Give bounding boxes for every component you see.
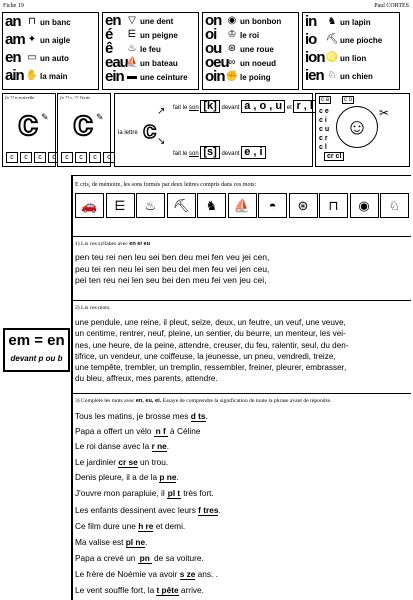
blank[interactable]: p ne	[159, 472, 177, 482]
exercise-2-words: une pendule, une reine, il pleut, seize, deux, un feutre, un veuf, une veuve, un centime, rentrer, neuf, pleine, un sentier, du beurre, un menteur, les vei- nes, une heure, de la peine, attendre, creuser, du feu, ralentir, seul, du den- tifrice, un vendeur, une coiffeuse, la jeunesse, un pneu, vendredi, treize, une tempête, trembler, un tremplin, ressembler, freiner, pleurer, embrasser, du bleu, affreux, mes parents, attendre.	[75, 318, 349, 384]
lion-icon: ♌	[325, 52, 339, 63]
c-rule-box	[114, 93, 313, 167]
car-icon: 🚗	[75, 193, 104, 218]
arrow-down-icon: ↘	[157, 136, 166, 147]
boat-icon: ⛵	[125, 57, 139, 68]
sound-k: [k]	[200, 100, 219, 113]
sentence: Le vent souffle fort, la t pête arrive.	[75, 585, 204, 595]
knot-icon: ∞	[228, 57, 236, 68]
sentence: Papa a offert un vélo n f à Céline	[75, 426, 201, 436]
blank[interactable]: cr se	[118, 457, 138, 467]
car-icon: ▭	[27, 52, 37, 63]
blank[interactable]: t pête	[156, 585, 179, 595]
sound-s: [s]	[200, 146, 219, 159]
candy-icon: ◉	[227, 15, 237, 26]
picture-row	[75, 193, 411, 218]
sentence: Papa a crevé un pn de sa voiture.	[75, 553, 204, 563]
rabbit-icon: ♞	[327, 16, 337, 27]
letter-grid: c c c c	[61, 152, 117, 163]
sound-box-2: en ▽ une dent é ⋿ un peigne ê ♨ le feu eau ⛵ un bateau ein ▬ une ceinture	[102, 12, 199, 90]
em-en-box	[3, 328, 70, 372]
blank[interactable]: pl ne	[125, 537, 146, 547]
comb-icon: ⋿	[127, 29, 137, 40]
dog-icon: ♘	[380, 193, 409, 218]
pickaxe-icon: ⛏	[325, 34, 339, 45]
c-letter-icon: c	[72, 102, 94, 143]
c-combo-card: c a c o c e c i c u c r c l ☺ ✂ cr cl	[315, 93, 410, 167]
arrow-up-icon: ↗	[157, 106, 166, 117]
exercise-1-syllables: pen teu rei nen leu sei ben deu mei fen veu jei cen, peu tei ren neu lei sen beu dei men feu vei jen ceu, pei ten reu nei len seu bei den meu fei ven jeu cei,	[75, 252, 270, 285]
consonants-rl: r , l	[293, 100, 316, 113]
fire-icon: ♨	[136, 193, 165, 218]
fist-icon: ✊	[225, 71, 239, 82]
vowels-ei: e , i	[241, 146, 265, 159]
blank[interactable]: r ne	[151, 441, 167, 451]
rule-s: fait le son [s] devant e , i	[173, 146, 266, 159]
comb-icon: ⋿	[106, 193, 135, 218]
tooth-icon: ▽	[128, 15, 136, 26]
em-en-note: devant p ou b	[10, 354, 63, 363]
rule-label: la lettre	[118, 130, 138, 136]
boat-icon: ⛵	[228, 193, 257, 218]
face-icon: ☺	[336, 106, 378, 148]
c-card-cursive	[57, 93, 111, 167]
letter-grid: c c c c	[6, 152, 62, 163]
blank[interactable]: pn	[139, 553, 150, 563]
intro-text: E cris, de mémoire, les sons formés par deux lettres compris dans ces mots:	[75, 182, 257, 188]
divider	[73, 393, 411, 394]
scissors-icon: ✂	[379, 106, 390, 120]
hand-icon: ✎	[41, 112, 49, 122]
blank[interactable]: d ts	[190, 411, 206, 421]
sentence: Tous les matins, je brosse mes d ts.	[75, 411, 208, 421]
blank[interactable]: n f	[155, 426, 166, 436]
fire-icon: ♨	[127, 43, 137, 54]
author-name: Paul CORTES	[374, 3, 409, 9]
blank[interactable]: s ze	[179, 569, 196, 579]
sound-box-1: an ⊓ un banc am ✦ un aigle en ▭ un auto ain ✋ la main	[2, 12, 99, 90]
card-title: j'e ?? c. ?? l'ecrit	[60, 95, 90, 100]
exercise-3-instruction: 3) Complète les mots avec en, eu, ei. Essaye de comprendre la signification de toute la phrase avant de répondre.	[75, 398, 332, 404]
rule-letter: c	[143, 117, 157, 144]
eagle-icon: ✦	[27, 34, 37, 45]
divider	[73, 175, 411, 176]
bench-icon: ⊓	[319, 193, 348, 218]
blank[interactable]: h re	[138, 521, 154, 531]
hand-icon: ✋	[25, 70, 39, 81]
rule-k: fait le son [k] devant a , o , u et r , l	[173, 100, 316, 113]
divider	[73, 300, 411, 301]
candy-icon: ◉	[350, 193, 379, 218]
king-icon: ♔	[227, 29, 237, 40]
divider-vertical	[71, 175, 73, 600]
card-title: j'e ?? n ecrivelle	[5, 95, 35, 100]
sentence: Les enfants dessinent avec leurs f tres.	[75, 505, 221, 515]
vowels-aou: a , o , u	[241, 100, 285, 113]
wheel-icon: ⊛	[289, 193, 318, 218]
rabbit-icon: ♞	[197, 193, 226, 218]
combo-column: c e c i c u c r c l	[319, 108, 330, 151]
bench-icon: ⊓	[28, 16, 36, 27]
sentence: Ce film dure une h re et demi.	[75, 521, 186, 531]
combo-bottom: cr cl	[324, 152, 344, 161]
sheet-number: Fiche 19	[3, 3, 24, 9]
sentence: Denis pleure, il a de la p ne.	[75, 472, 179, 482]
sentence: Le jardinier cr se un trou.	[75, 457, 169, 467]
sound-box-4: in ♞ un lapin io ⛏ une pioche ion ♌ un lion ien ♘ un chien	[302, 12, 400, 90]
sound-box-3: on ◉ un bonbon oi ♔ le roi ou ⊛ une roue oeu ∞ un noeud oin ✊ le poing	[202, 12, 299, 90]
sentence: J'ouvre mon parapluie, il pl t très fort.	[75, 488, 214, 498]
sentence: Le frère de Noémie va avoir s ze ans. .	[75, 569, 218, 579]
divider	[73, 236, 411, 237]
exercise-1-instruction: 1) Lis ces syllabes avec en ei eu	[75, 241, 151, 247]
c-card-print	[2, 93, 56, 167]
blank[interactable]: pl t	[167, 488, 181, 498]
em-en-formula: em = en	[8, 332, 65, 349]
sentence: Le roi danse avec la r ne.	[75, 441, 170, 451]
sentence: Ma valise est pl ne.	[75, 537, 148, 547]
c-letter-icon: c	[17, 102, 39, 143]
hand-icon: ✎	[96, 112, 104, 122]
exercise-2-instruction: 2) Lis ces mots.	[75, 305, 111, 311]
pickaxe-icon: ⛏	[167, 193, 196, 218]
blank[interactable]: f tres	[198, 505, 219, 515]
wheel-icon: ⊛	[227, 43, 237, 54]
belt-icon: ▬	[127, 71, 137, 82]
dog-icon: ♘	[327, 70, 337, 81]
hat-icon: ◓	[258, 193, 287, 218]
